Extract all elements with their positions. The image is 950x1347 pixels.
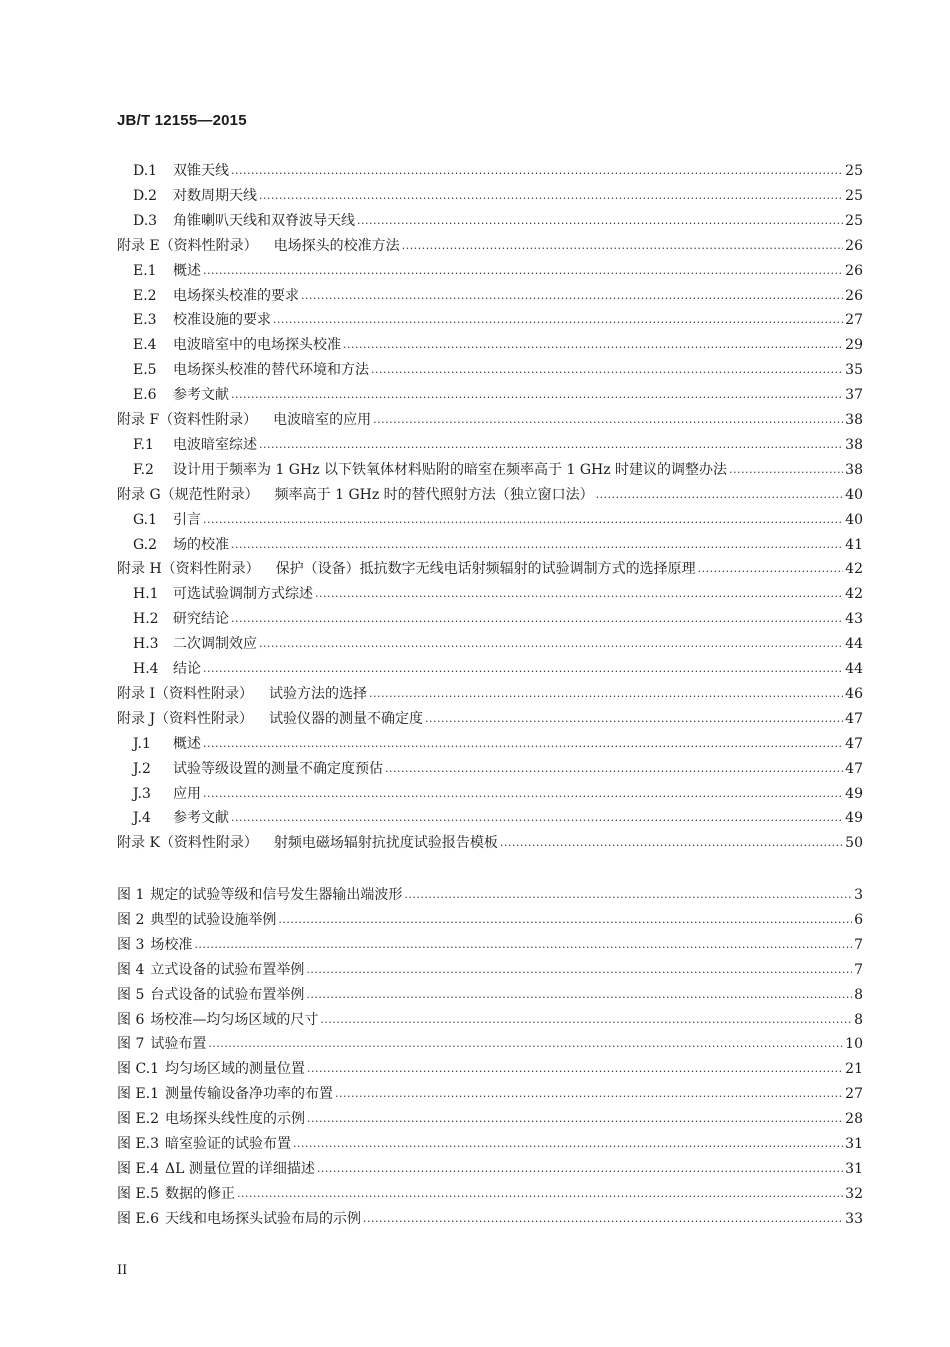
entry-title: 试验仪器的测量不确定度 <box>269 710 424 727</box>
dot-leader <box>203 737 843 753</box>
section-entry[interactable] <box>117 459 863 479</box>
dot-leader <box>231 388 843 404</box>
entry-title: 试验等级设置的测量不确定度预估 <box>173 760 383 777</box>
entry-page-number: 21 <box>845 1061 863 1078</box>
dot-leader <box>369 687 843 703</box>
entry-title: 电场探头线性度的示例 <box>165 1111 306 1128</box>
entry-page-number: 31 <box>845 1160 863 1177</box>
entry-number: 附录 I（资料性附录） <box>117 685 253 702</box>
entry-page-number: 8 <box>854 986 863 1003</box>
dot-leader <box>203 662 843 678</box>
entry-page-number: 44 <box>845 661 863 677</box>
section-entry[interactable] <box>117 783 863 803</box>
entry-page-number: 25 <box>845 187 863 204</box>
entry-page-number: 41 <box>845 536 863 553</box>
entry-title: 可选试验调制方式综述 <box>173 586 313 603</box>
entry-page-number: 7 <box>854 961 863 978</box>
dot-leader <box>596 488 844 504</box>
entry-title: 结论 <box>173 661 201 677</box>
entry-page-number: 32 <box>845 1185 863 1202</box>
dot-leader <box>343 338 843 354</box>
section-entry[interactable] <box>117 334 863 354</box>
dot-leader <box>237 1187 843 1203</box>
dot-leader <box>273 313 843 329</box>
entry-title: 保护（设备）抵抗数字无线电话射频辐射的试验调制方式的选择原理 <box>275 561 696 578</box>
entry-number: E.2 <box>133 287 157 304</box>
entry-number: G.1 <box>133 511 158 528</box>
section-entry[interactable] <box>117 260 863 280</box>
entry-page-number: 38 <box>845 412 863 428</box>
section-entry[interactable] <box>117 384 863 404</box>
appendix-entry[interactable] <box>117 484 863 504</box>
figure-entry[interactable] <box>117 1108 863 1128</box>
entry-title: 均匀场区域的测量位置 <box>165 1061 306 1078</box>
entry-page-number: 31 <box>845 1136 863 1152</box>
dot-leader <box>293 1137 843 1153</box>
entry-page-number: 43 <box>845 611 863 628</box>
entry-title: 暗室验证的试验布置 <box>165 1136 292 1152</box>
appendix-entry[interactable] <box>117 558 863 578</box>
section-entry[interactable] <box>117 633 863 653</box>
entry-title: 场的校准 <box>173 536 229 553</box>
entry-number: 附录 J（资料性附录） <box>117 710 254 727</box>
entry-title: 对数周期天线 <box>173 187 257 204</box>
entry-page-number: 25 <box>845 212 863 229</box>
entry-number: 图 E.6 <box>117 1210 160 1227</box>
dot-leader <box>301 289 843 305</box>
dot-leader <box>306 988 852 1004</box>
entry-page-number: 38 <box>845 436 863 453</box>
entry-page-number: 50 <box>845 835 863 852</box>
figure-list <box>117 884 863 1234</box>
entry-title: 参考文献 <box>173 387 229 404</box>
entry-title: 电波暗室的应用 <box>273 412 372 428</box>
section-entry[interactable] <box>117 210 863 230</box>
section-entry[interactable] <box>117 534 863 554</box>
dot-leader <box>203 513 843 529</box>
appendix-entry[interactable] <box>117 708 863 728</box>
section-entry[interactable] <box>117 608 863 628</box>
entry-number: D.1 <box>133 163 158 179</box>
entry-title: 应用 <box>173 785 201 802</box>
section-entry[interactable] <box>117 758 863 778</box>
entry-title: 校准设施的要求 <box>173 312 271 329</box>
entry-page-number: 27 <box>845 1086 863 1103</box>
entry-title: 研究结论 <box>173 611 229 628</box>
figure-entry[interactable] <box>117 1009 863 1029</box>
dot-leader <box>500 836 843 852</box>
entry-number: H.4 <box>133 661 159 677</box>
entry-number: D.3 <box>133 212 158 229</box>
figure-entry[interactable] <box>117 1183 863 1203</box>
dot-leader <box>259 189 843 205</box>
entry-page-number: 42 <box>845 586 863 603</box>
entry-number: J.2 <box>133 760 151 777</box>
entry-title: 频率高于 1 GHz 时的替代照射方法（独立窗口法） <box>274 486 594 503</box>
entry-number: 图 E.4 <box>117 1160 160 1177</box>
entry-page-number: 40 <box>845 486 863 503</box>
dot-leader <box>317 1162 843 1178</box>
entry-page-number: 47 <box>845 760 863 777</box>
section-entry[interactable] <box>117 359 863 379</box>
entry-number: J.4 <box>133 810 151 827</box>
dot-leader <box>698 562 844 578</box>
entry-title: ΔL 测量位置的详细描述 <box>165 1160 315 1177</box>
entry-page-number: 40 <box>845 511 863 528</box>
entry-number: 图 E.2 <box>117 1111 160 1128</box>
figure-entry[interactable] <box>117 1033 863 1053</box>
entry-page-number: 28 <box>845 1111 863 1128</box>
entry-page-number: 37 <box>845 387 863 404</box>
entry-page-number: 8 <box>854 1011 863 1028</box>
entry-page-number: 35 <box>845 362 863 379</box>
dot-leader <box>425 712 843 728</box>
entry-title: 电波暗室综述 <box>173 436 257 453</box>
entry-number: D.2 <box>133 187 158 204</box>
section-entry[interactable] <box>117 733 863 753</box>
entry-title: 天线和电场探头试验布局的示例 <box>165 1210 362 1227</box>
section-entry[interactable] <box>117 309 863 329</box>
entry-number: 图 3 <box>117 936 145 953</box>
entry-title: 二次调制效应 <box>173 636 257 653</box>
entry-page-number: 38 <box>845 461 863 478</box>
section-entry[interactable] <box>117 434 863 454</box>
dot-leader <box>315 587 843 603</box>
entry-number: E.3 <box>133 312 157 329</box>
entry-title: 试验布置 <box>150 1036 207 1053</box>
table-of-contents <box>117 160 863 860</box>
dot-leader <box>259 438 843 454</box>
entry-page-number: 26 <box>845 287 863 304</box>
dot-leader <box>307 1112 843 1128</box>
appendix-entry[interactable] <box>117 832 863 852</box>
entry-title: 引言 <box>173 511 201 528</box>
dot-leader <box>385 762 843 778</box>
entry-number: 图 7 <box>117 1036 145 1053</box>
entry-page-number: 25 <box>845 163 863 179</box>
entry-page-number: 6 <box>854 911 863 928</box>
entry-title: 电波暗室中的电场探头校准 <box>173 337 341 354</box>
entry-page-number: 42 <box>845 561 863 578</box>
entry-title: 数据的修正 <box>165 1185 236 1202</box>
entry-title: 场校准—均匀场区域的尺寸 <box>150 1011 319 1028</box>
dot-leader <box>404 888 852 904</box>
entry-number: E.4 <box>133 337 157 354</box>
document-id-header: JB/T 12155—2015 <box>117 112 247 129</box>
entry-number: E.6 <box>133 387 157 404</box>
section-entry[interactable] <box>117 807 863 827</box>
dot-leader <box>231 538 843 554</box>
entry-page-number: 33 <box>845 1210 863 1227</box>
dot-leader <box>208 1037 843 1053</box>
figure-entry[interactable] <box>117 959 863 979</box>
entry-number: H.2 <box>133 611 159 628</box>
figure-entry[interactable] <box>117 1083 863 1103</box>
dot-leader <box>402 239 844 255</box>
entry-number: H.3 <box>133 636 159 653</box>
entry-title: 设计用于频率为 1 GHz 以下铁氧体材料贴附的暗室在频率高于 1 GHz 时建议的调整办法 <box>173 461 728 478</box>
entry-title: 场校准 <box>150 936 193 953</box>
entry-number: 图 1 <box>117 887 145 903</box>
entry-title: 测量传输设备净功率的布置 <box>165 1086 334 1103</box>
entry-number: 图 E.1 <box>117 1086 160 1103</box>
entry-number: F.2 <box>133 461 154 478</box>
entry-title: 试验方法的选择 <box>268 685 367 702</box>
entry-number: 图 6 <box>117 1011 145 1028</box>
entry-number: 图 4 <box>117 961 145 978</box>
dot-leader <box>306 963 852 979</box>
appendix-entry[interactable] <box>117 235 863 255</box>
dot-leader <box>278 913 852 929</box>
entry-number: G.2 <box>133 536 158 553</box>
section-entry[interactable] <box>117 285 863 305</box>
entry-page-number: 26 <box>845 262 863 279</box>
figure-entry[interactable] <box>117 1133 863 1153</box>
entry-page-number: 10 <box>845 1036 863 1053</box>
entry-number: 附录 H（资料性附录） <box>117 561 260 578</box>
entry-number: 图 C.1 <box>117 1061 160 1078</box>
figure-entry[interactable] <box>117 984 863 1004</box>
dot-leader <box>371 363 843 379</box>
entry-title: 射频电磁场辐射抗扰度试验报告模板 <box>273 835 498 852</box>
entry-page-number: 44 <box>845 636 863 653</box>
dot-leader <box>231 612 843 628</box>
dot-leader <box>231 164 843 180</box>
section-entry[interactable] <box>117 509 863 529</box>
entry-number: 附录 K（资料性附录） <box>117 835 258 852</box>
dot-leader <box>259 637 843 653</box>
entry-number: F.1 <box>133 436 154 453</box>
entry-page-number: 29 <box>845 337 863 354</box>
appendix-entry[interactable] <box>117 409 863 429</box>
entry-number: 图 5 <box>117 986 145 1003</box>
entry-title: 概述 <box>173 735 201 752</box>
dot-leader <box>307 1062 843 1078</box>
entry-title: 立式设备的试验布置举例 <box>150 961 305 978</box>
figure-entry[interactable] <box>117 884 863 904</box>
entry-title: 电场探头校准的要求 <box>173 287 299 304</box>
entry-number: J.1 <box>133 735 151 752</box>
dot-leader <box>231 811 843 827</box>
dot-leader <box>363 1212 843 1228</box>
entry-title: 角锥喇叭天线和双脊波导天线 <box>173 212 355 229</box>
entry-page-number: 26 <box>845 237 863 254</box>
entry-page-number: 47 <box>845 710 863 727</box>
entry-page-number: 49 <box>845 810 863 827</box>
entry-number: 图 E.5 <box>117 1185 160 1202</box>
section-entry[interactable] <box>117 583 863 603</box>
entry-number: 附录 F（资料性附录） <box>117 412 258 428</box>
entry-title: 典型的试验设施举例 <box>150 911 277 928</box>
entry-number: 图 2 <box>117 911 145 928</box>
entry-number: J.3 <box>133 785 151 802</box>
figure-entry[interactable] <box>117 1158 863 1178</box>
entry-number: 附录 G（规范性附录） <box>117 486 259 503</box>
entry-page-number: 47 <box>845 735 863 752</box>
entry-title: 电场探头的校准方法 <box>273 237 400 254</box>
entry-title: 双锥天线 <box>173 163 229 179</box>
dot-leader <box>194 938 852 954</box>
section-entry[interactable] <box>117 185 863 205</box>
entry-number: H.1 <box>133 586 159 603</box>
entry-number: 图 E.3 <box>117 1136 160 1152</box>
figure-entry[interactable] <box>117 1058 863 1078</box>
figure-entry[interactable] <box>117 934 863 954</box>
entry-title: 台式设备的试验布置举例 <box>150 986 305 1003</box>
entry-title: 规定的试验等级和信号发生器输出端波形 <box>150 887 403 903</box>
section-entry[interactable] <box>117 658 863 678</box>
dot-leader <box>203 787 843 803</box>
dot-leader <box>320 1013 852 1029</box>
figure-entry[interactable] <box>117 1208 863 1228</box>
page-number: II <box>117 1263 128 1278</box>
dot-leader <box>729 463 843 479</box>
dot-leader <box>335 1087 843 1103</box>
dot-leader <box>357 214 843 230</box>
entry-title: 参考文献 <box>173 810 229 827</box>
dot-leader <box>373 413 843 429</box>
entry-page-number: 49 <box>845 785 863 802</box>
entry-page-number: 46 <box>845 685 863 702</box>
entry-page-number: 27 <box>845 312 863 329</box>
entry-number: E.5 <box>133 362 157 379</box>
entry-number: E.1 <box>133 262 157 279</box>
entry-page-number: 3 <box>854 887 863 903</box>
entry-title: 电场探头校准的替代环境和方法 <box>173 362 369 379</box>
dot-leader <box>203 264 843 280</box>
appendix-entry[interactable] <box>117 683 863 703</box>
figure-entry[interactable] <box>117 909 863 929</box>
entry-page-number: 7 <box>854 936 863 953</box>
section-entry[interactable] <box>117 160 863 180</box>
entry-number: 附录 E（资料性附录） <box>117 237 258 254</box>
entry-title: 概述 <box>173 262 201 279</box>
